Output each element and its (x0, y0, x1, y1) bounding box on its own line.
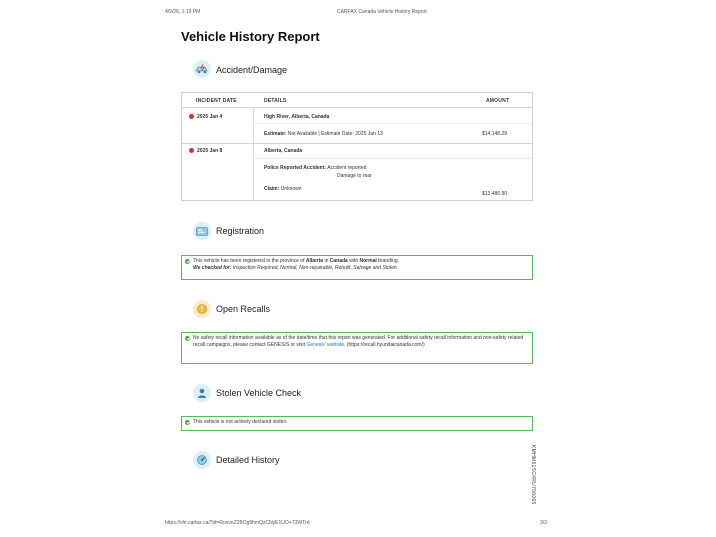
table-row-location: Alberta, Canada (264, 148, 303, 154)
row-inner-divider (253, 158, 532, 159)
registration-line: This vehicle has been registered in the province of Alberta in Canada with Normal branding. (193, 258, 399, 264)
registration-checked-line: We checked for: Inspection Required, Normal, Non-repairable, Rebuilt, Salvage and Stolen. (193, 265, 399, 271)
registration-heading (193, 222, 211, 240)
stolen-heading (193, 384, 211, 402)
stolen-info-box: This vehicle is not actively declared stolen. (181, 416, 533, 431)
registration-section-title: Registration (216, 226, 265, 236)
registration-card-icon (193, 222, 211, 240)
registration-info-box (181, 255, 533, 280)
table-row-date: 2025 Jan 8 (189, 148, 222, 154)
gauge-icon (193, 451, 211, 469)
alert-icon (189, 114, 194, 119)
print-timestamp: 4/9/26, 1:19 PM (165, 9, 201, 15)
check-icon (185, 259, 190, 264)
column-header-incident-date: INCIDENT DATE (196, 98, 237, 104)
check-icon (185, 420, 190, 425)
print-page-title: CARFAX Canada Vehicle History Report (337, 9, 427, 15)
accident-section-title: Accident/Damage (216, 65, 288, 75)
accident-table (181, 92, 533, 201)
vin-side-code: KMHM61SC4RU706065 (530, 445, 536, 505)
recalls-heading (193, 300, 211, 318)
print-footer-url: https://vhr.carfax.ca/?id=RoxvnZ2BOg9hmQzCNyE1UO+T3WTrd (165, 520, 310, 526)
row-inner-divider (253, 123, 532, 124)
recalls-section-title: Open Recalls (216, 304, 271, 314)
recalls-info-box: No safety recall information available as of the date/time that this report was generated. For additional safety recall information and non-safety related recall campaigns, please contact GENESIS or visit Genesis' website. (https://recall.hyundaicanada.com/) (181, 332, 533, 364)
table-row-amount: $14,148.29 (482, 131, 508, 137)
print-page-number: 3/3 (540, 520, 547, 526)
recall-url: (https://recall.hyundaicanada.com/) (346, 342, 425, 348)
recall-icon (193, 300, 211, 318)
check-icon (185, 336, 190, 341)
detailed-heading (193, 451, 211, 469)
column-header-amount: AMOUNT (486, 98, 510, 104)
table-row-estimate: Estimate: Not Available | Estimate Date: 2025 Jan 13 (264, 131, 383, 137)
report-title: Vehicle History Report (181, 29, 320, 44)
detailed-section-title: Detailed History (216, 455, 280, 465)
table-row-amount: $13,486.90 (482, 191, 508, 197)
car-damage-icon (193, 60, 211, 78)
stolen-section-title: Stolen Vehicle Check (216, 388, 302, 398)
accident-heading (193, 60, 211, 78)
column-divider (253, 107, 254, 200)
genesis-website-link[interactable]: Genesis' website. (306, 342, 346, 348)
table-row-date: 2025 Jan 4 (189, 114, 222, 120)
column-header-details: DETAILS (264, 98, 287, 104)
table-row-location: High River, Alberta, Canada (264, 114, 330, 120)
table-row-police-detail: Damage to rear (337, 173, 372, 179)
row-divider (182, 143, 532, 144)
person-icon (193, 384, 211, 402)
table-row-claim: Claim: Unknown (264, 186, 302, 192)
table-row-police-report: Police Reported Accident: Accident reported (264, 165, 367, 171)
header-divider (182, 107, 532, 108)
alert-icon (189, 148, 194, 153)
